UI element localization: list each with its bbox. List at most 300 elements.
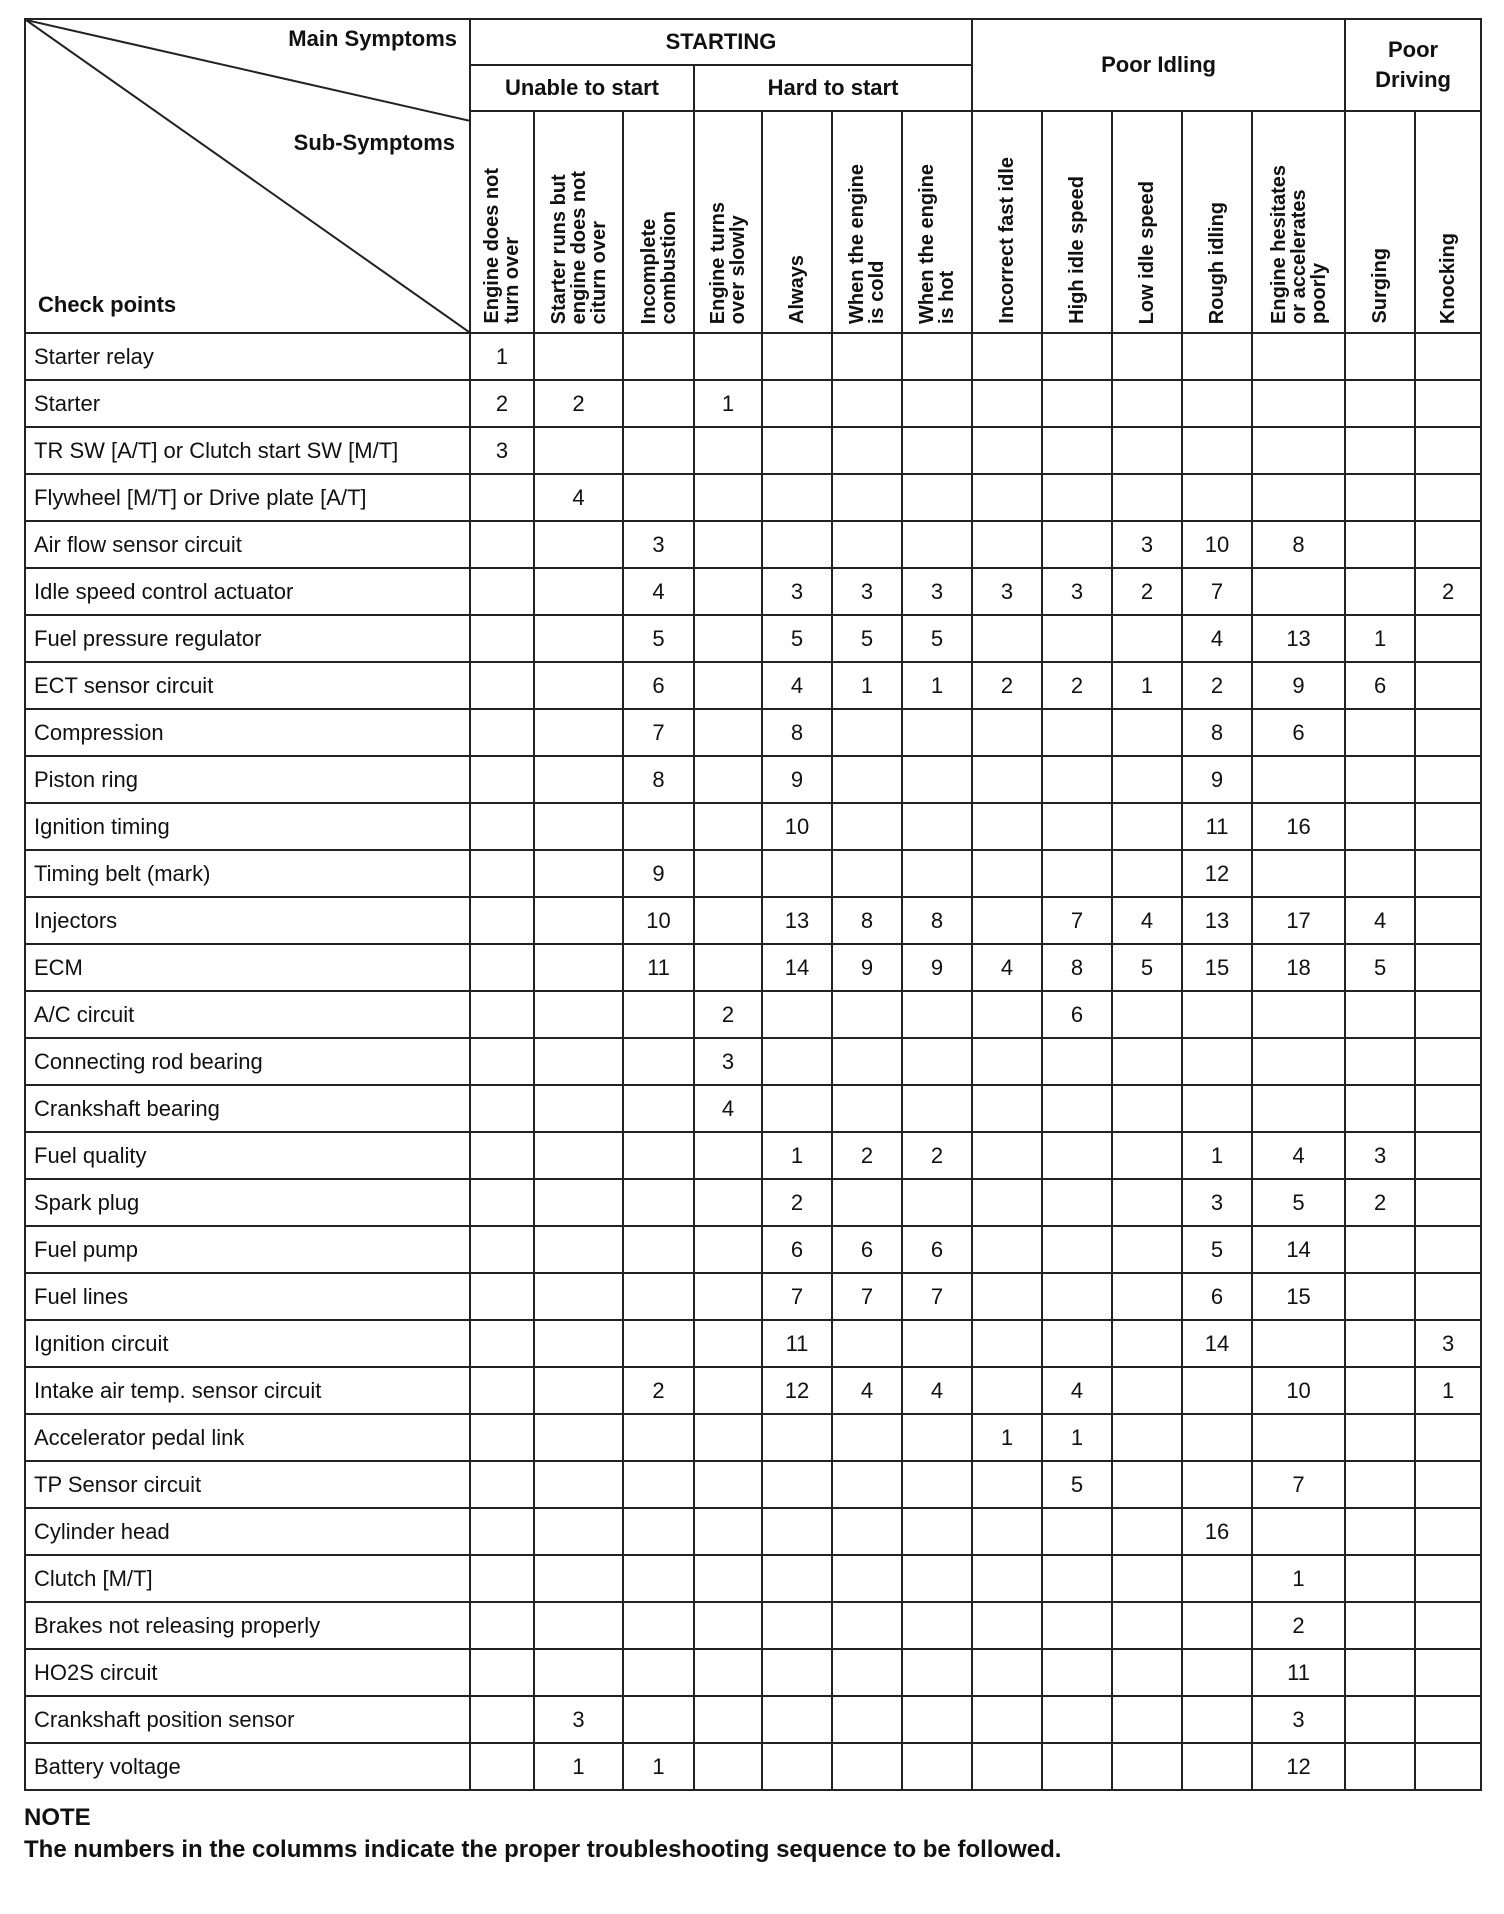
sequence-cell [972,474,1042,521]
sequence-cell [694,662,762,709]
table-row [25,1320,1481,1367]
sequence-cell: 2 [623,1367,694,1414]
sequence-cell: 8 [1182,709,1252,756]
sequence-cell [534,850,623,897]
sequence-cell [1042,709,1112,756]
main-symptoms-label: Main Symptoms [288,26,457,51]
sequence-cell: 11 [623,944,694,991]
sequence-cell [1182,427,1252,474]
sequence-cell [762,1508,832,1555]
check-point-label: Air flow sensor circuit [25,521,470,568]
sequence-cell: 1 [1415,1367,1481,1414]
table-row [25,615,1481,662]
check-point-label: Fuel lines [25,1273,470,1320]
table-row [25,850,1481,897]
sequence-cell [623,1414,694,1461]
sequence-cell [832,1085,902,1132]
sub-symptom-header [1252,111,1345,333]
sequence-cell [902,1508,972,1555]
sequence-cell: 6 [1182,1273,1252,1320]
sequence-cell: 2 [902,1132,972,1179]
sequence-cell [534,333,623,380]
sequence-cell [1112,756,1182,803]
sequence-cell [902,333,972,380]
sequence-cell: 2 [1182,662,1252,709]
table-row [25,1555,1481,1602]
sequence-cell: 1 [1112,662,1182,709]
sequence-cell [1345,991,1415,1038]
sequence-cell: 4 [972,944,1042,991]
table-row [25,991,1481,1038]
sequence-cell [1042,474,1112,521]
sequence-cell [534,1367,623,1414]
sequence-cell [534,756,623,803]
sequence-cell [534,568,623,615]
sequence-cell [972,1273,1042,1320]
table-row [25,1085,1481,1132]
sequence-cell [972,521,1042,568]
sequence-cell [1415,1273,1481,1320]
sequence-cell: 2 [1252,1602,1345,1649]
sequence-cell [1345,850,1415,897]
sequence-cell [762,1461,832,1508]
sequence-cell [1415,709,1481,756]
sequence-cell [1112,427,1182,474]
sequence-cell [694,1367,762,1414]
sequence-cell: 6 [762,1226,832,1273]
sequence-cell: 12 [1252,1743,1345,1790]
sequence-cell [1112,615,1182,662]
sequence-cell [1345,568,1415,615]
sequence-cell: 5 [1042,1461,1112,1508]
sequence-cell [1345,709,1415,756]
sequence-cell [902,474,972,521]
sequence-cell [534,944,623,991]
sequence-cell [1182,1038,1252,1085]
sequence-cell [534,803,623,850]
sequence-cell [1112,1696,1182,1743]
sequence-cell [902,380,972,427]
check-point-label: A/C circuit [25,991,470,1038]
sequence-cell [1415,1649,1481,1696]
sequence-cell: 6 [1345,662,1415,709]
check-point-label: ECM [25,944,470,991]
sequence-cell [470,944,534,991]
sequence-cell: 15 [1252,1273,1345,1320]
sequence-cell: 2 [972,662,1042,709]
sub-symptom-label: High idle speed [1066,176,1089,324]
sequence-cell [623,1038,694,1085]
sequence-cell [762,474,832,521]
sub-symptom-header [972,111,1042,333]
sequence-cell [1042,521,1112,568]
sequence-cell: 4 [623,568,694,615]
sequence-cell [1042,1696,1112,1743]
sequence-cell [1252,756,1345,803]
sequence-cell [902,1602,972,1649]
sequence-cell [1345,1649,1415,1696]
sub-symptom-label: Always [786,255,808,324]
table-row [25,1461,1481,1508]
sequence-cell [832,709,902,756]
sequence-cell [623,1696,694,1743]
sequence-cell [694,474,762,521]
sequence-cell [1112,991,1182,1038]
sequence-cell: 1 [1252,1555,1345,1602]
sequence-cell [623,333,694,380]
sequence-cell [1415,333,1481,380]
sequence-cell [1182,1461,1252,1508]
check-point-label: ECT sensor circuit [25,662,470,709]
sequence-cell: 1 [1182,1132,1252,1179]
sequence-cell [832,1555,902,1602]
sequence-cell: 14 [1252,1226,1345,1273]
sequence-cell: 7 [1182,568,1252,615]
sequence-cell: 12 [1182,850,1252,897]
sequence-cell [1345,1743,1415,1790]
sequence-cell [470,1508,534,1555]
sequence-cell: 8 [762,709,832,756]
sequence-cell [534,1132,623,1179]
sequence-cell: 7 [902,1273,972,1320]
sequence-cell [694,1132,762,1179]
sequence-cell: 3 [623,521,694,568]
sequence-cell [1042,1226,1112,1273]
sequence-cell: 6 [1042,991,1112,1038]
sequence-cell [694,850,762,897]
sequence-cell: 5 [832,615,902,662]
sequence-cell [1112,1461,1182,1508]
sequence-cell [1415,1038,1481,1085]
sequence-cell [1042,1320,1112,1367]
sub-symptom-header [623,111,694,333]
table-row [25,380,1481,427]
sequence-cell: 3 [1415,1320,1481,1367]
sub-symptom-label: When the engine is cold [846,164,888,324]
sequence-cell [1112,1320,1182,1367]
sequence-cell [972,615,1042,662]
sequence-cell: 7 [623,709,694,756]
sequence-cell [1112,1414,1182,1461]
table-row [25,803,1481,850]
sequence-cell [1042,1555,1112,1602]
sequence-cell: 8 [832,897,902,944]
sequence-cell [694,1649,762,1696]
sequence-cell [902,1461,972,1508]
sequence-cell [470,1696,534,1743]
sequence-cell: 3 [762,568,832,615]
sequence-cell [832,521,902,568]
sequence-cell [762,380,832,427]
sequence-cell [470,1320,534,1367]
sequence-cell [1415,1602,1481,1649]
sub-symptom-label: Surging [1369,248,1392,324]
sequence-cell [534,991,623,1038]
sequence-cell: 13 [1252,615,1345,662]
sequence-cell: 4 [694,1085,762,1132]
sequence-cell [470,1226,534,1273]
sequence-cell [1415,1226,1481,1273]
sequence-cell [1345,1226,1415,1273]
sequence-cell [1345,427,1415,474]
table-row [25,944,1481,991]
sequence-cell: 1 [762,1132,832,1179]
sequence-cell [694,521,762,568]
sequence-cell [623,1555,694,1602]
sequence-cell [1252,1038,1345,1085]
sequence-cell [902,1085,972,1132]
sequence-cell [1415,1414,1481,1461]
check-point-label: Injectors [25,897,470,944]
sequence-cell: 3 [902,568,972,615]
table-row [25,709,1481,756]
sequence-cell: 5 [902,615,972,662]
sequence-cell [694,1414,762,1461]
check-point-label: Brakes not releasing properly [25,1602,470,1649]
sequence-cell [762,1555,832,1602]
sequence-cell [623,1226,694,1273]
sequence-cell: 7 [1252,1461,1345,1508]
sequence-cell: 5 [1345,944,1415,991]
sequence-cell: 8 [902,897,972,944]
check-point-label: Fuel pressure regulator [25,615,470,662]
sequence-cell [1252,427,1345,474]
sequence-cell [832,1508,902,1555]
sequence-cell [1415,615,1481,662]
sequence-cell [832,850,902,897]
sequence-cell [534,1226,623,1273]
sequence-cell [832,474,902,521]
sequence-cell [1345,474,1415,521]
sequence-cell [972,897,1042,944]
sequence-cell [902,1696,972,1743]
sequence-cell [1415,756,1481,803]
sequence-cell [534,1320,623,1367]
sequence-cell [902,427,972,474]
sequence-cell: 9 [832,944,902,991]
sequence-cell [470,1367,534,1414]
table-row [25,1132,1481,1179]
sequence-cell [972,1367,1042,1414]
table-row [25,333,1481,380]
sequence-cell [1042,1132,1112,1179]
sequence-cell [1112,333,1182,380]
table-row [25,1696,1481,1743]
sequence-cell [972,1320,1042,1367]
sequence-cell: 1 [470,333,534,380]
check-point-label: Ignition timing [25,803,470,850]
sequence-cell [1042,1273,1112,1320]
sub-symptom-label: Starter runs but engine does not citurn over [547,170,610,324]
sequence-cell [623,1461,694,1508]
check-point-label: Starter [25,380,470,427]
sequence-cell: 1 [972,1414,1042,1461]
table-row [25,1179,1481,1226]
sequence-cell [1345,1038,1415,1085]
sequence-cell [902,850,972,897]
sequence-cell [1252,333,1345,380]
table-row [25,1602,1481,1649]
sequence-cell [1112,1273,1182,1320]
sequence-cell [1345,1273,1415,1320]
symptom-table [24,18,1482,1791]
sequence-cell [1112,1743,1182,1790]
sequence-cell [534,709,623,756]
sequence-cell [972,1226,1042,1273]
sequence-cell [1112,1038,1182,1085]
sequence-cell [1182,1602,1252,1649]
check-point-label: TP Sensor circuit [25,1461,470,1508]
sequence-cell [1345,380,1415,427]
sequence-cell [470,850,534,897]
sequence-cell [1112,380,1182,427]
group-starting: STARTING [470,19,972,65]
sequence-cell: 7 [832,1273,902,1320]
sequence-cell: 16 [1182,1508,1252,1555]
sequence-cell: 3 [1182,1179,1252,1226]
sequence-cell [1252,380,1345,427]
sequence-cell [623,1649,694,1696]
sequence-cell [1415,850,1481,897]
check-point-label: Crankshaft position sensor [25,1696,470,1743]
sequence-cell: 10 [762,803,832,850]
sequence-cell: 2 [762,1179,832,1226]
sequence-cell [832,1414,902,1461]
sequence-cell [470,897,534,944]
sequence-cell: 8 [1042,944,1112,991]
sequence-cell: 11 [1182,803,1252,850]
sequence-cell [1415,380,1481,427]
sequence-cell: 1 [1345,615,1415,662]
sequence-cell [902,991,972,1038]
sub-symptom-label: Incorrect fast idle [996,157,1019,324]
sequence-cell [694,1273,762,1320]
sequence-cell [832,1461,902,1508]
sequence-cell [1112,1555,1182,1602]
sequence-cell [1345,756,1415,803]
sequence-cell [1042,803,1112,850]
sequence-cell [694,1226,762,1273]
table-row [25,1226,1481,1273]
sequence-cell [470,662,534,709]
sequence-cell: 5 [1182,1226,1252,1273]
sequence-cell [832,1649,902,1696]
sequence-cell [832,756,902,803]
sequence-cell: 10 [1252,1367,1345,1414]
check-point-label: Intake air temp. sensor circuit [25,1367,470,1414]
sequence-cell [1182,991,1252,1038]
group-poor-driving: Poor Driving [1345,19,1481,111]
sequence-cell [972,709,1042,756]
sequence-cell: 14 [762,944,832,991]
check-point-label: Accelerator pedal link [25,1414,470,1461]
sequence-cell [972,991,1042,1038]
sub-symptom-header [832,111,902,333]
sequence-cell [534,897,623,944]
sequence-cell: 2 [1112,568,1182,615]
sequence-cell [694,615,762,662]
sequence-cell [1042,1649,1112,1696]
sequence-cell [902,1649,972,1696]
table-row [25,1508,1481,1555]
note-section [24,1802,1480,1866]
sequence-cell [470,803,534,850]
sub-symptom-label: When the engine is hot [916,164,959,324]
sequence-cell [972,803,1042,850]
sequence-cell: 8 [623,756,694,803]
sequence-cell [694,1508,762,1555]
sequence-cell [1182,1696,1252,1743]
sequence-cell: 1 [623,1743,694,1790]
sequence-cell: 4 [1182,615,1252,662]
sequence-cell [1112,1508,1182,1555]
sequence-cell [972,1085,1042,1132]
table-row [25,521,1481,568]
sequence-cell: 3 [470,427,534,474]
sequence-cell [694,1743,762,1790]
table-row [25,756,1481,803]
sequence-cell [623,1085,694,1132]
sub-symptom-header [534,111,623,333]
sequence-cell [1042,1508,1112,1555]
sequence-cell: 2 [832,1132,902,1179]
sub-symptom-label: Knocking [1437,232,1460,324]
check-point-label: Cylinder head [25,1508,470,1555]
sequence-cell [470,1273,534,1320]
sequence-cell [1345,803,1415,850]
sequence-cell [972,850,1042,897]
sequence-cell [972,1602,1042,1649]
sequence-cell [470,991,534,1038]
sequence-cell: 4 [832,1367,902,1414]
sequence-cell [694,944,762,991]
sequence-cell [972,1038,1042,1085]
check-point-label: Timing belt (mark) [25,850,470,897]
sequence-cell: 9 [623,850,694,897]
sequence-cell [623,1602,694,1649]
sequence-cell [1415,1508,1481,1555]
check-point-label: Piston ring [25,756,470,803]
sequence-cell [1345,1085,1415,1132]
sequence-cell [470,568,534,615]
sequence-cell: 4 [1345,897,1415,944]
sequence-cell: 13 [1182,897,1252,944]
sequence-cell [1345,1508,1415,1555]
note-title: NOTE [24,1804,91,1831]
sequence-cell [1415,1132,1481,1179]
sequence-cell: 3 [534,1696,623,1743]
sequence-cell [1415,1696,1481,1743]
sequence-cell [694,427,762,474]
sub-symptom-header [1415,111,1481,333]
sequence-cell [534,615,623,662]
sequence-cell [470,615,534,662]
sequence-cell [1345,1367,1415,1414]
sequence-cell [1415,944,1481,991]
check-point-label: Idle speed control actuator [25,568,470,615]
sequence-cell: 16 [1252,803,1345,850]
sequence-cell [762,1743,832,1790]
sequence-cell: 6 [832,1226,902,1273]
check-point-label: Connecting rod bearing [25,1038,470,1085]
note-text: The numbers in the columms indicate the proper troubleshooting sequence to be followed. [24,1836,1062,1863]
table-row [25,662,1481,709]
sequence-cell [832,427,902,474]
sequence-cell: 12 [762,1367,832,1414]
sequence-cell: 3 [1112,521,1182,568]
sequence-cell [1415,897,1481,944]
sequence-cell [1182,1367,1252,1414]
